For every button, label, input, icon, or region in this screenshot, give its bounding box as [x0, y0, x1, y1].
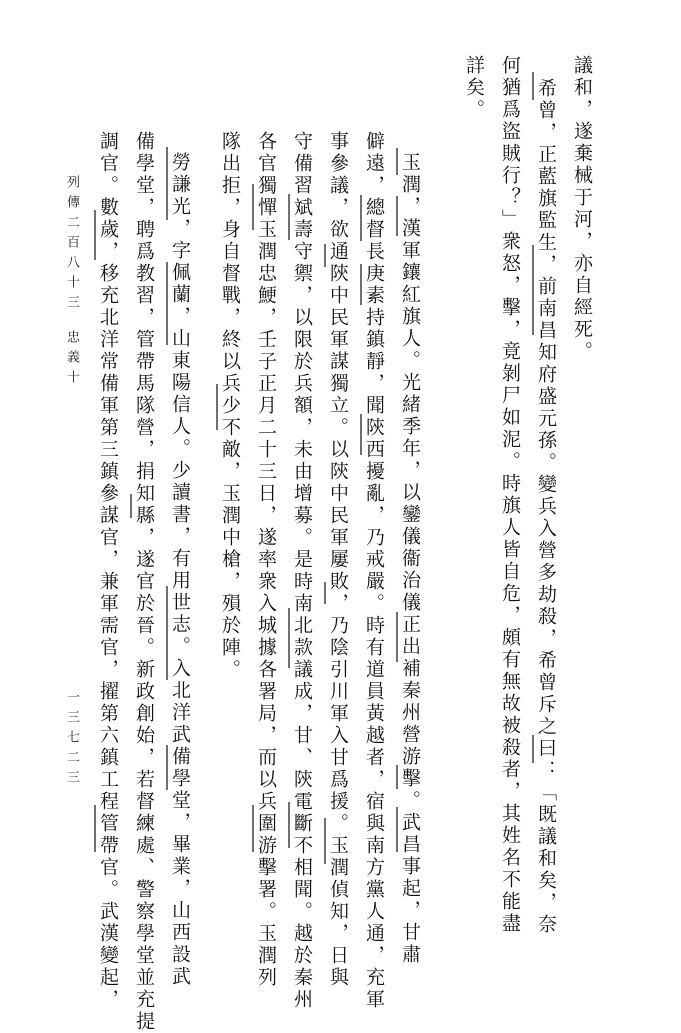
- text-column-2: 希曾，正藍旗監生，前南昌知府盛元孫。變兵入營多劫殺，希曾斥之曰：「既議和矣，奈: [535, 78, 557, 936]
- text-column-13: 調官。數歲，移充北洋常備軍第三鎮參謀官，兼軍需官，擢第六鎮工程管帶官。武漢變起，: [97, 131, 119, 1011]
- text-column-5: 玉潤，漢軍鑲紅旗人。光緒季年，以鑾儀衞治儀正出補秦州營游擊。武昌事起，甘肅: [399, 152, 421, 966]
- text-column-3: 何猶爲盜賊行？」衆怒，擊，竟剝尸如泥。時旗人皆自危，頗有無故被殺者，其姓名不能盡: [499, 55, 521, 935]
- page-number: 一三七二三: [64, 690, 79, 790]
- text-column-1: 議和，遂棄械于河，亦自經死。: [571, 55, 593, 363]
- text-column-9: 各官獨憚玉潤忠鯁，壬子正月二十三日，遂率衆入城據各署局，而以兵圍游擊署。玉潤列: [255, 131, 277, 989]
- chapter-title: 列傳二百八十三: [64, 175, 79, 315]
- text-column-6: 僻遠，總督長庚素持鎮靜，聞陝西擾亂，乃戒嚴。時有道員黃越者，宿與南方黨人通，充軍: [363, 131, 385, 1011]
- text-column-11: 勞謙光，字佩蘭，山東陽信人。少讀書，有用世志。入北洋武備學堂，畢業，山西設武: [169, 152, 191, 988]
- text-column-8: 守備習斌壽守禦，以限於兵額，未由增募。是時南北款議成，甘、陝電斷不相聞。越於秦州: [291, 131, 313, 1011]
- section-title: 忠義十: [64, 330, 79, 390]
- text-column-12: 備學堂，聘爲教習，管帶馬隊營，捐知縣，遂官於晉。新政創始，若督練處、警察學堂並充提: [133, 131, 155, 1033]
- text-column-7: 事參議，欲通陝中民軍謀獨立。以陝中民軍屢敗，乃陰引川軍入甘爲援。玉潤偵知，日與: [327, 131, 349, 989]
- text-column-4: 詳矣。: [463, 55, 485, 121]
- text-column-10: 隊出拒，身自督戰，終以兵少不敵，玉潤中槍，殞於陣。: [219, 131, 241, 681]
